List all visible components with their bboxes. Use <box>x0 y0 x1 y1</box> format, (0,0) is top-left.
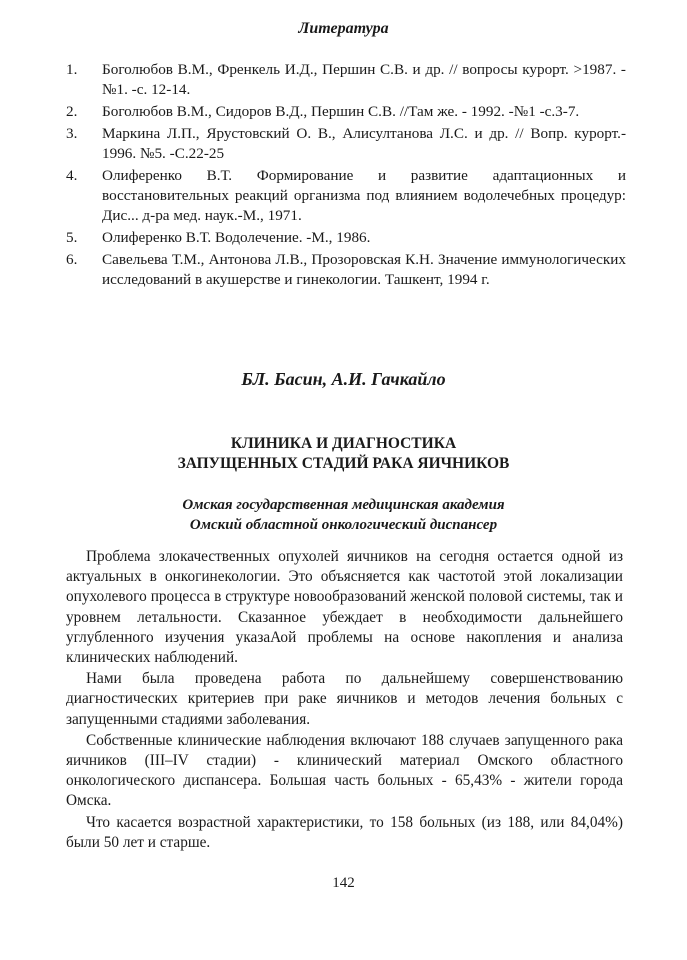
affiliation-line: Омская государственная медицинская академия <box>182 497 505 513</box>
reference-number: 2. <box>66 103 78 120</box>
reference-text: Боголюбов В.М., Сидоров В.Д., Першин С.В. //Там же. - 1992. -№1 -с.3-7. <box>102 103 580 120</box>
reference-item <box>66 166 626 226</box>
reference-item <box>66 228 626 248</box>
reference-text: Савельева Т.М., Антонова Л.В., Прозоровская К.Н. Значение иммунологических исследований в акушерстве и гинекологии. Ташкент, 1994 г. <box>102 251 626 288</box>
article-body <box>66 547 623 854</box>
reference-text: Олиференко В.Т. Водолечение. -М., 1986. <box>102 229 371 246</box>
article-title <box>0 434 687 474</box>
article-title-line: КЛИНИКА И ДИАГНОСТИКА <box>230 435 457 452</box>
article-title-line: ЗАПУЩЕННЫХ СТАДИЙ РАКА ЯИЧНИКОВ <box>177 455 510 472</box>
page-number: 142 <box>332 875 355 891</box>
body-paragraph: Нами была проведена работа по дальнейшему совершенствованию диагностических критериев при раке яичников и методов лечения больных с запущенными стадиями заболевания. <box>66 670 623 728</box>
reference-text: Олиференко В.Т. Формирование и развитие адаптационных и восстановительных реакций организма под влиянием водолечебных процедур: Дис... д-ра мед. наук.-М., 1971. <box>102 167 626 224</box>
running-head: Литература <box>298 20 389 37</box>
reference-item <box>66 124 626 164</box>
reference-number: 5. <box>66 229 78 246</box>
body-paragraph: Собственные клинические наблюдения включают 188 случаев запущенного рака яичников (III–IV стадии) - клинический материал Омского областного онкологического диспансера. Большая часть больных - 65,43% - жители города Омска. <box>66 731 623 810</box>
reference-item <box>66 60 626 100</box>
body-paragraph: Проблема злокачественных опухолей яичников на сегодня остается одной из актуальных в онкогинекологии. Это объясняется как частотой этой локализации опухолевого процесса в структуре новообразований женской половой системы, так и уровнем летальности. Сказанное убеждает в необходимости дальнейшего углубленного изучения указаАой проблемы на основе накопления и анализа клинических наблюдений. <box>66 548 623 667</box>
article-authors: БЛ. Басин, А.И. Гачкайло <box>241 369 446 389</box>
reference-item <box>66 102 626 122</box>
reference-text: Маркина Л.П., Ярустовский О. В., Алисултанова Л.С. и др. // Вопр. курорт.- 1996. №5. -С.22-25 <box>102 125 626 162</box>
article-affiliation <box>0 495 687 535</box>
reference-number: 3. <box>66 125 78 142</box>
reference-number: 6. <box>66 251 78 268</box>
reference-text: Боголюбов В.М., Френкель И.Д., Першин С.В. и др. // вопросы курорт. >1987. -№1. -с. 12-14. <box>102 61 626 98</box>
body-paragraph: Что касается возрастной характеристики, то 158 больных (из 188, или 84,04%) были 50 лет и старше. <box>66 813 623 851</box>
reference-list <box>66 60 626 292</box>
affiliation-line: Омский областной онкологический диспансер <box>189 517 498 533</box>
reference-number: 4. <box>66 167 78 184</box>
reference-number: 1. <box>66 61 78 78</box>
reference-item <box>66 250 626 290</box>
